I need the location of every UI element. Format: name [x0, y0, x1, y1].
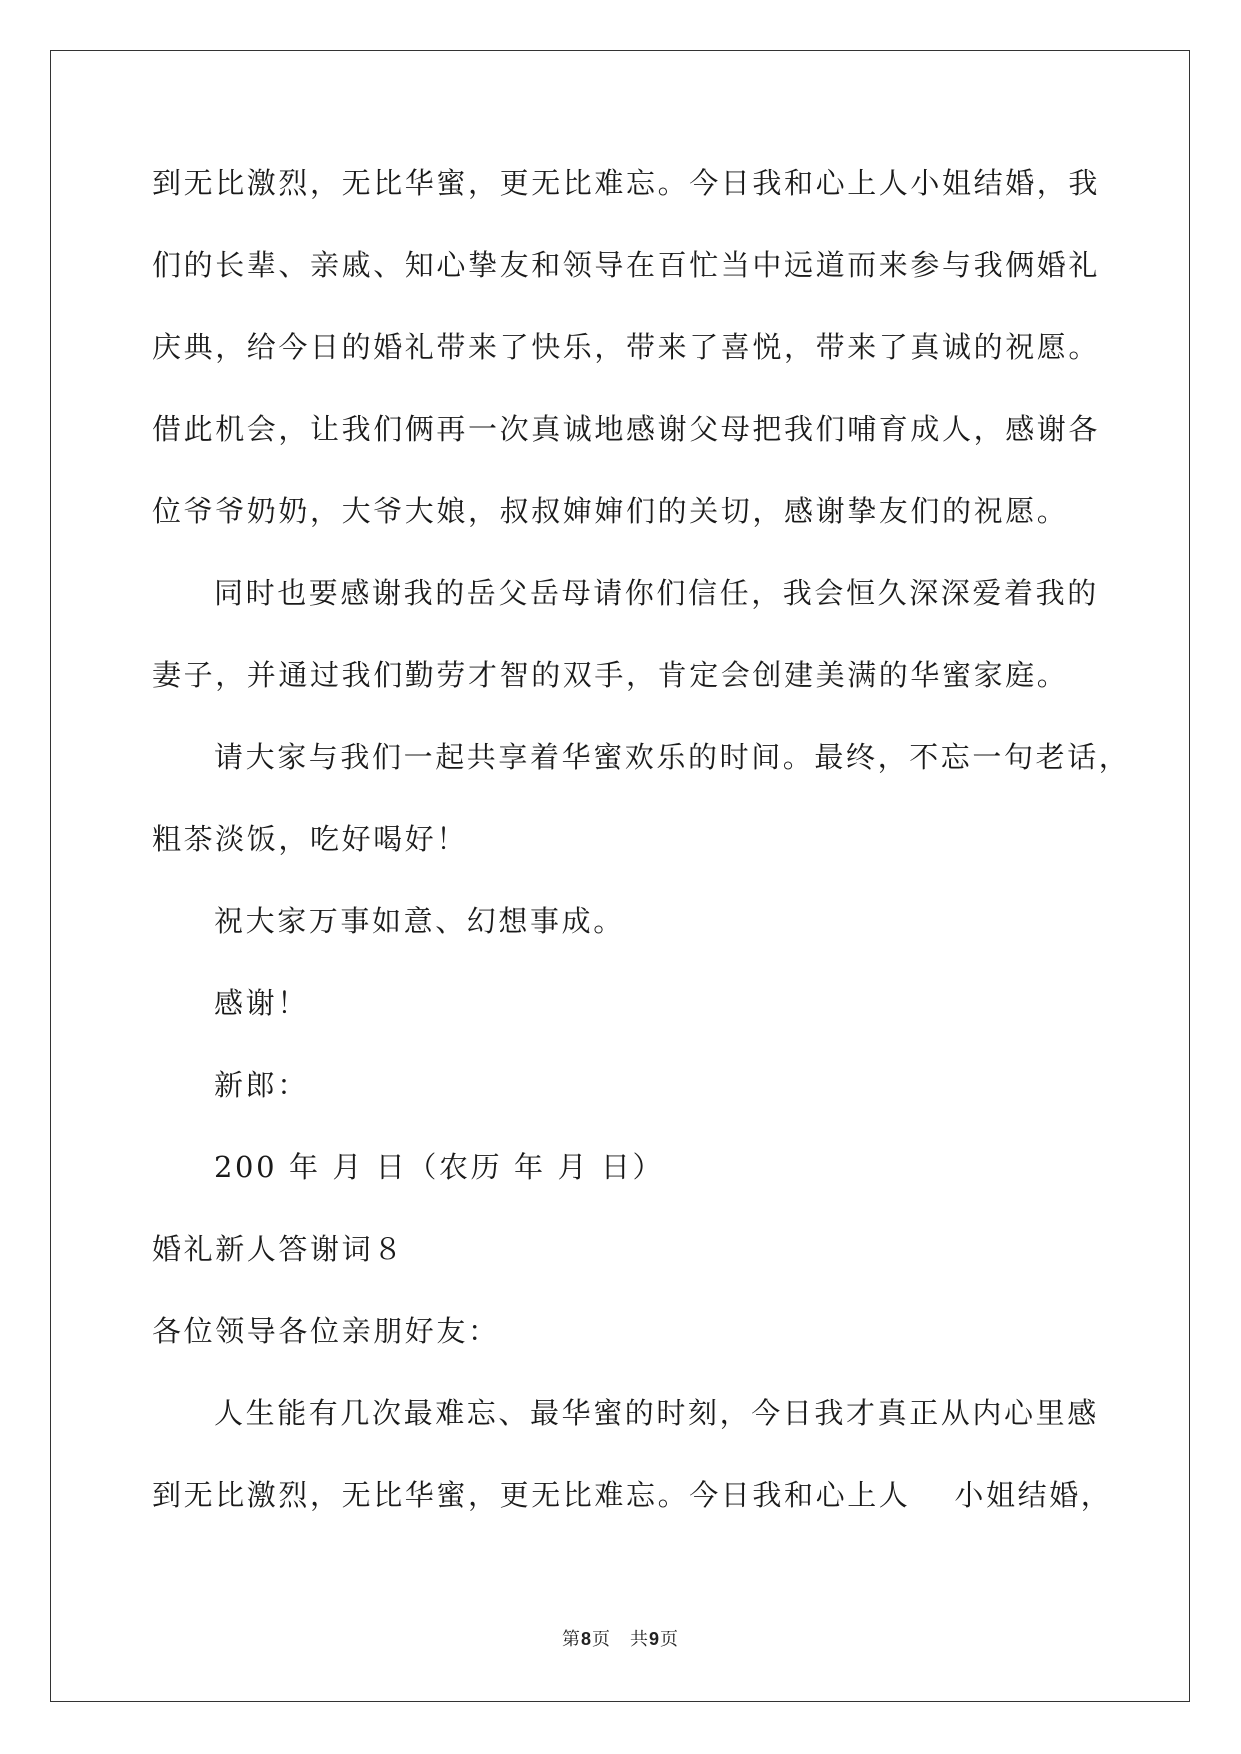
page-suffix: 页 [660, 1629, 680, 1650]
paragraph-line: 感谢！ [214, 986, 309, 1020]
page-footer [0, 1625, 1241, 1651]
paragraph-line: 人生能有几次最难忘、最华蜜的时刻，今日我才真正从内心里感 [214, 1396, 1099, 1430]
page-total: 9 [649, 1629, 661, 1649]
page-current: 8 [580, 1629, 592, 1649]
page-mid: 页 共 [592, 1629, 649, 1650]
text-line: 到无比激烈，无比华蜜，更无比难忘。今日我和心上人小姐结婚，我 [152, 166, 1101, 200]
text-line: 妻子，并通过我们勤劳才智的双手，肯定会创建美满的华蜜家庭。 [152, 658, 1069, 692]
signature-line: 新郎： [214, 1068, 309, 1102]
text-segment: 小姐结婚， [954, 1478, 1113, 1512]
text-line: 庆典，给今日的婚礼带来了快乐，带来了喜悦，带来了真诚的祝愿。 [152, 330, 1101, 364]
text-line: 借此机会，让我们俩再一次真诚地感谢父母把我们哺育成人，感谢各 [152, 412, 1101, 446]
text-line: 位爷爷奶奶，大爷大娘，叔叔婶婶们的关切，感谢挚友们的祝愿。 [152, 494, 1069, 528]
text-segment: 到无比激烈，无比华蜜，更无比难忘。今日我和心上人 [152, 1478, 911, 1512]
document-body [152, 165, 1131, 1559]
salutation-line: 各位领导各位亲朋好友： [152, 1314, 500, 1348]
paragraph-line: 同时也要感谢我的岳父岳母请你们信任，我会恒久深深爱着我的 [214, 576, 1099, 610]
page-prefix: 第 [561, 1629, 581, 1650]
text-line: 粗茶淡饭，吃好喝好！ [152, 822, 469, 856]
section-title: 婚礼新人答谢词８ [152, 1232, 405, 1266]
paragraph-line: 请大家与我们一起共享着华蜜欢乐的时间。最终，不忘一句老话， [214, 740, 1131, 774]
date-line: 200 年 月 日（农历 年 月 日） [214, 1150, 665, 1184]
text-line: 们的长辈、亲戚、知心挚友和领导在百忙当中远道而来参与我俩婚礼 [152, 248, 1101, 282]
paragraph-line: 祝大家万事如意、幻想事成。 [214, 904, 625, 938]
text-line [152, 1477, 1113, 1559]
